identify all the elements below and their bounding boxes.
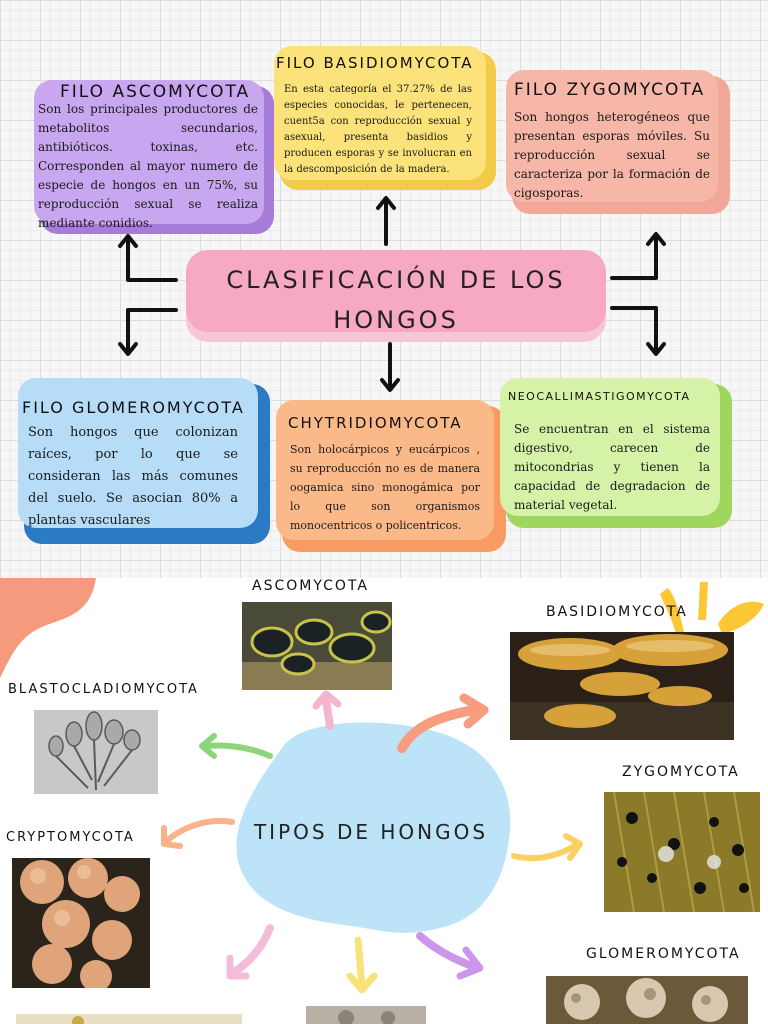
arrow-down-chytridio <box>382 344 398 390</box>
label-ascomycota: ASCOMYCOTA <box>252 578 369 594</box>
classification-title-box <box>186 250 606 332</box>
card-neocallimastigomycota-title: NEOCALLIMASTIGOMYCOTA <box>508 390 691 403</box>
arrow-down-pink <box>234 928 270 972</box>
arrow-right-up-zygo <box>612 234 664 278</box>
arrow-right-down-neo <box>612 308 664 354</box>
label-zygomycota: ZYGOMYCOTA <box>622 764 740 780</box>
bottom-center-photo <box>306 1006 426 1024</box>
card-zygomycota-title: FILO ZYGOMYCOTA <box>514 80 706 100</box>
card-ascomycota-title: FILO ASCOMYCOTA <box>60 82 251 102</box>
arrow-up-basidio <box>378 198 394 244</box>
classification-title-line1: CLASIFICACIÓN DE LOS <box>226 266 566 294</box>
types-title: TIPOS DE HONGOS <box>253 820 489 844</box>
label-cryptomycota: CRYPTOMYCOTA <box>6 830 135 845</box>
arrow-to-ascomycota <box>326 700 330 726</box>
card-basidiomycota-text: En esta categoría el 37.27% de las especies conocidas, le pertenecen, cuent5a con reproducción sexual y asexual, presenta basidios y producen esporas y se involucran en la descomposición de la madera. <box>284 84 472 175</box>
card-ascomycota <box>34 80 268 228</box>
zygomycota-photo <box>604 792 760 912</box>
arrow-down-yellow <box>358 940 362 986</box>
card-chytridiomycota <box>276 400 500 546</box>
label-basidiomycota: BASIDIOMYCOTA <box>546 604 688 620</box>
bottom-left-photo <box>16 1014 242 1024</box>
arrow-left-up-asco <box>120 236 176 280</box>
arrow-left-down-glomero <box>120 310 176 354</box>
ascomycota-photo <box>242 602 392 690</box>
card-zygomycota-text: Son hongos heterogéneos que presentan esporas móviles. Su reproducción sexual se caracteriza por la formación de cigosporas. <box>514 110 710 200</box>
classification-title-line2: HONGOS <box>333 306 459 334</box>
arrow-to-cryptomycota <box>168 821 232 840</box>
card-neocallimastigomycota-text: Se encuentran en el sistema digestivo, carecen de mitocondrias y tienen la capacidad de degradacion de material vegetal. <box>514 422 710 512</box>
label-blastocladiomycota: BLASTOCLADIOMYCOTA <box>8 682 199 697</box>
card-glomeromycota-text: Son hongos que colonizan raíces, por lo que se consideran las más comunes del suelo. Se asocian 80% a plantas vasculares <box>28 425 238 528</box>
blastocladiomycota-photo <box>34 710 158 794</box>
label-glomeromycota: GLOMEROMYCOTA <box>586 946 741 962</box>
card-basidiomycota <box>274 46 490 184</box>
classification-title <box>186 260 606 340</box>
card-neocallimastigomycota <box>500 378 726 522</box>
card-basidiomycota-title: FILO BASIDIOMYCOTA <box>276 54 474 72</box>
card-chytridiomycota-title: CHYTRIDIOMYCOTA <box>288 414 463 432</box>
card-zygomycota <box>506 70 724 208</box>
cryptomycota-photo <box>12 858 150 988</box>
card-glomeromycota <box>18 378 264 538</box>
card-chytridiomycota-text: Son holocárpicos y eucárpicos , su reproducción no es de manera oogamica sino monogámica por lo que son organismos monocentricos o policentricos. <box>290 443 480 532</box>
basidiomycota-photo <box>510 632 734 740</box>
card-glomeromycota-title: FILO GLOMEROMYCOTA <box>22 398 245 417</box>
card-ascomycota-text: Son los principales productores de metabolitos secundarios, antibióticos. toxinas, etc. Corresponden al mayor numero de especie de hongos en un 75%, su reproducción sexual se realiza mediante conidios. <box>38 102 258 230</box>
glomeromycota-photo <box>546 976 748 1024</box>
